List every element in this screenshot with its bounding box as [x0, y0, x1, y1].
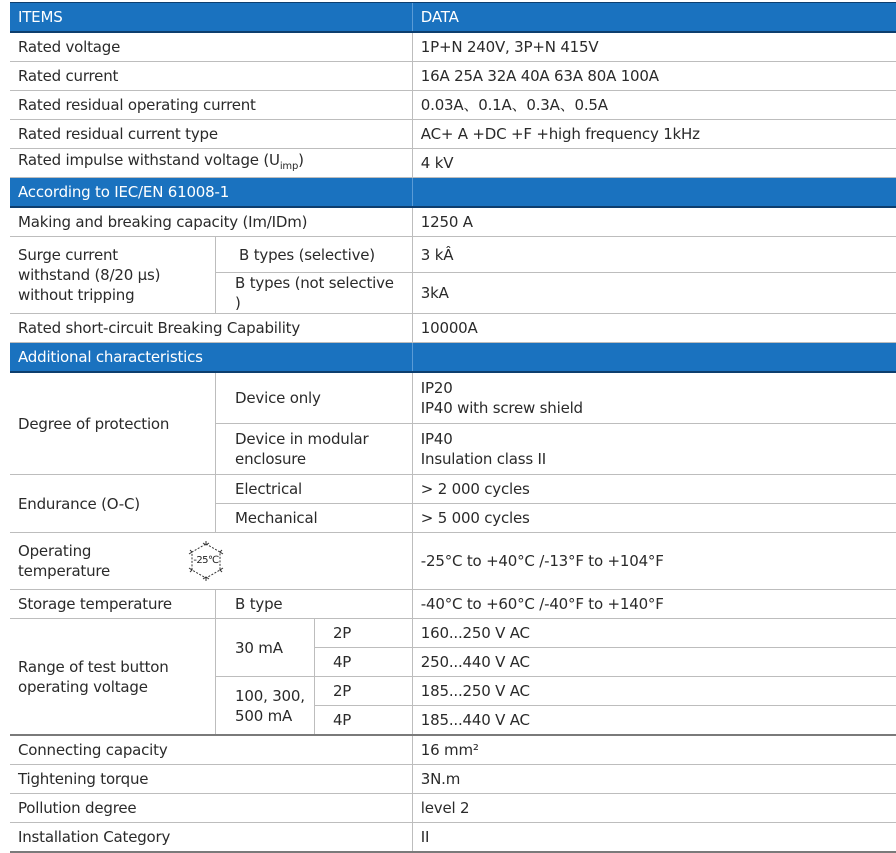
- table-row: [10, 314, 896, 343]
- impulse-label: Rated impulse withstand voltage (U: [18, 150, 280, 169]
- test-poles: 4P: [314, 648, 412, 677]
- table-row: [10, 533, 896, 590]
- section-title: Additional characteristics: [10, 343, 412, 373]
- section-title: According to IEC/EN 61008-1: [10, 178, 412, 208]
- label-line: Operating: [18, 542, 92, 560]
- row-value: 185...440 V AC: [412, 706, 896, 736]
- temp-icon-label: -25℃: [193, 555, 219, 566]
- surge-type: B types (selective): [216, 237, 413, 273]
- test-current: 30 mA: [216, 619, 315, 677]
- test-poles: 4P: [314, 706, 412, 736]
- row-value: 3N.m: [412, 765, 896, 794]
- row-value: 16 mm²: [412, 735, 896, 765]
- row-value: > 2 000 cycles: [412, 475, 896, 504]
- row-label: Making and breaking capacity (Im/IDm): [10, 207, 412, 237]
- row-value: level 2: [412, 794, 896, 823]
- row-value: AC+ A +DC +F +high frequency 1kHz: [412, 120, 896, 149]
- table-row: [10, 735, 896, 765]
- section-header-additional: [10, 343, 896, 373]
- operating-temp-label: [10, 533, 412, 590]
- endurance-type: Mechanical: [216, 504, 413, 533]
- row-value: -40°C to +60°C /-40°F to +140°F: [412, 590, 896, 619]
- row-value: 1P+N 240V, 3P+N 415V: [412, 32, 896, 62]
- row-label: Connecting capacity: [10, 735, 412, 765]
- protection-value: [412, 424, 896, 475]
- type-line: enclosure: [235, 450, 306, 468]
- row-value: 3 kÂ: [412, 237, 896, 273]
- table-row: [10, 765, 896, 794]
- row-value: 250...440 V AC: [412, 648, 896, 677]
- impulse-suffix: ): [298, 150, 304, 169]
- label-line: withstand (8/20 µs): [18, 266, 161, 284]
- header-data: DATA: [412, 3, 896, 33]
- spec-table: [10, 2, 896, 853]
- current-line: 500 mA: [235, 706, 293, 725]
- row-value: 3kA: [412, 273, 896, 314]
- row-label: Installation Category: [10, 823, 412, 853]
- protection-value: [412, 372, 896, 424]
- table-row: [10, 120, 896, 149]
- row-label: Storage temperature: [10, 590, 216, 619]
- value-line: IP20: [420, 379, 453, 397]
- endurance-label: Endurance (O-C): [10, 475, 216, 533]
- row-value: > 5 000 cycles: [412, 504, 896, 533]
- value-line: Insulation class II: [420, 450, 546, 468]
- impulse-subscript: imp: [279, 160, 299, 172]
- value-line: IP40: [420, 430, 453, 448]
- test-poles: 2P: [314, 619, 412, 648]
- test-current: [216, 677, 315, 736]
- row-label: Rated residual current type: [10, 120, 412, 149]
- header-items: ITEMS: [10, 3, 412, 33]
- table-row: [10, 237, 896, 273]
- table-row: [10, 590, 896, 619]
- protection-label: Degree of protection: [10, 372, 216, 475]
- table-row: [10, 149, 896, 178]
- row-value: 10000A: [412, 314, 896, 343]
- protection-type: [216, 424, 413, 475]
- surge-type: B types (not selective ): [216, 273, 413, 314]
- row-label: Tightening torque: [10, 765, 412, 794]
- current-line: 100, 300,: [235, 686, 305, 705]
- row-label: Pollution degree: [10, 794, 412, 823]
- table-row: [10, 475, 896, 504]
- row-label: Rated voltage: [10, 32, 412, 62]
- label-line: Range of test button: [18, 657, 169, 676]
- row-value: -25°C to +40°C /-13°F to +104°F: [412, 533, 896, 590]
- section-empty: [412, 178, 896, 208]
- table-row: [10, 823, 896, 853]
- table-row: [10, 619, 896, 648]
- label-line: Surge current: [18, 246, 118, 264]
- value-line: IP40 with screw shield: [420, 399, 583, 417]
- row-value: 0.03A、0.1A、0.3A、0.5A: [412, 91, 896, 120]
- storage-type: B type: [216, 590, 413, 619]
- row-label: [10, 149, 412, 178]
- section-header-iec: [10, 178, 896, 208]
- table-row: [10, 207, 896, 237]
- row-label: Rated residual operating current: [10, 91, 412, 120]
- surge-label: [10, 237, 216, 314]
- row-value: 185...250 V AC: [412, 677, 896, 706]
- row-value: 4 kV: [412, 149, 896, 178]
- label-line: temperature: [18, 562, 111, 580]
- row-value: II: [412, 823, 896, 853]
- test-poles: 2P: [314, 677, 412, 706]
- row-value: 1250 A: [412, 207, 896, 237]
- label-line: without tripping: [18, 286, 135, 304]
- protection-type: Device only: [216, 372, 413, 424]
- header-row: [10, 3, 896, 33]
- table-row: [10, 91, 896, 120]
- row-value: 16A 25A 32A 40A 63A 80A 100A: [412, 62, 896, 91]
- row-label: Rated short-circuit Breaking Capability: [10, 314, 412, 343]
- snowflake-temperature-icon: [186, 541, 226, 581]
- row-value: 160...250 V AC: [412, 619, 896, 648]
- test-button-label: [10, 619, 216, 736]
- table-row: [10, 372, 896, 424]
- table-row: [10, 62, 896, 91]
- row-label: Rated current: [10, 62, 412, 91]
- endurance-type: Electrical: [216, 475, 413, 504]
- type-line: Device in modular: [235, 430, 369, 448]
- label-line: operating voltage: [18, 677, 148, 696]
- table-row: [10, 32, 896, 62]
- section-empty: [412, 343, 896, 373]
- table-row: [10, 794, 896, 823]
